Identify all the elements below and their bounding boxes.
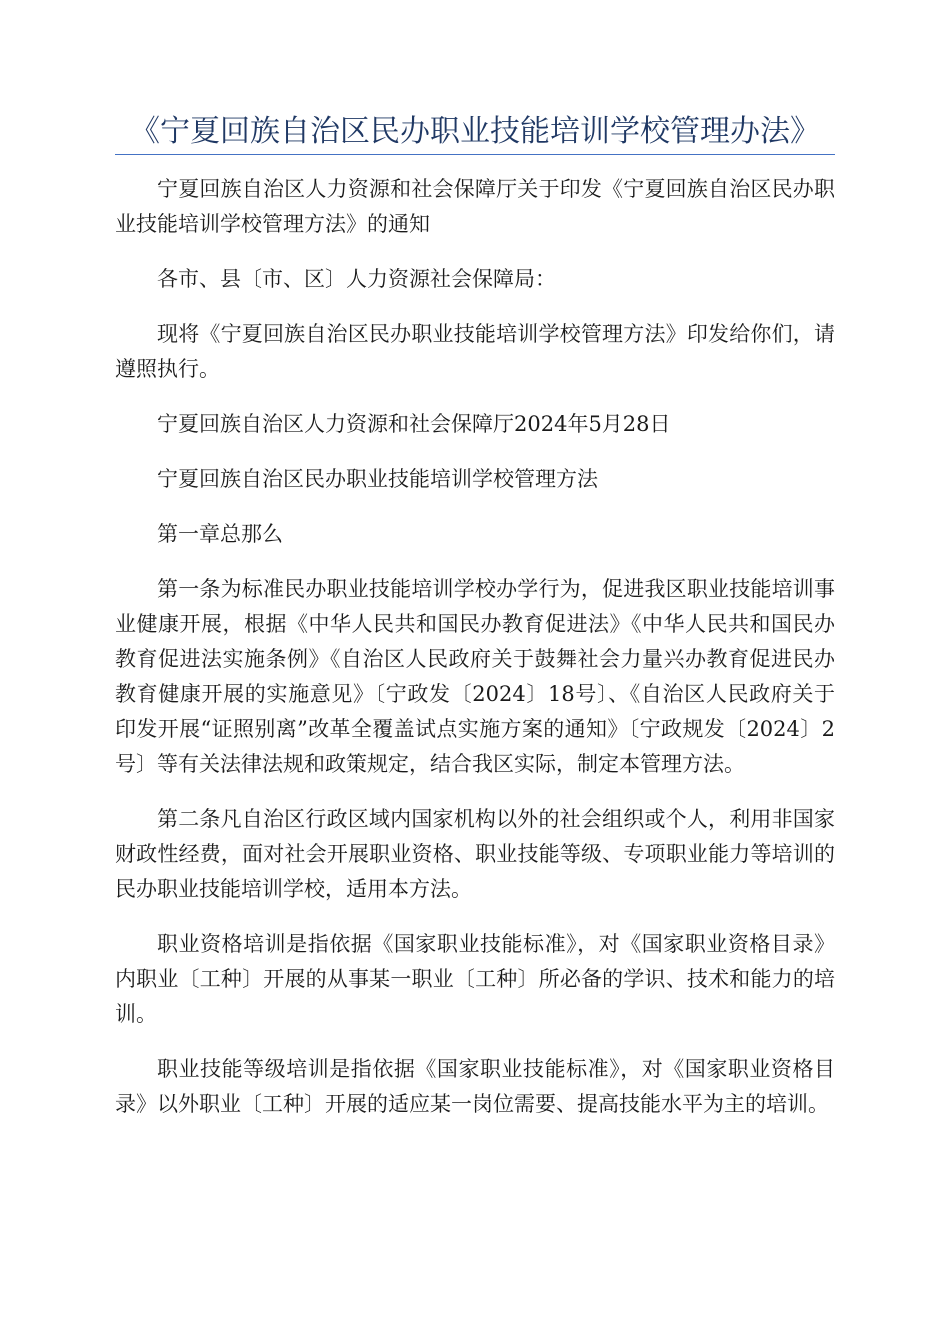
document-body: [115, 172, 835, 1142]
chapter-heading-paragraph: 第一章总那么: [157, 522, 283, 546]
title-underline: [115, 154, 835, 155]
notice-body-paragraph: 现将《宁夏回族自治区民办职业技能培训学校管理方法》印发给你们，请遵照执行。: [115, 322, 835, 381]
article-2-paragraph: 第二条凡自治区行政区域内国家机构以外的社会组织或个人，利用非国家财政性经费，面对社会开展职业资格、职业技能等级、专项职业能力等培训的民办职业技能培训学校，适用本方法。: [115, 807, 835, 901]
regulation-title-paragraph: 宁夏回族自治区民办职业技能培训学校管理方法: [157, 467, 598, 491]
qualification-training-paragraph: 职业资格培训是指依据《国家职业技能标准》，对《国家职业资格目录》内职业〔工种〕开展的从事某一职业〔工种〕所必备的学识、技术和能力的培训。: [115, 932, 835, 1026]
notice-heading-paragraph: 宁夏回族自治区人力资源和社会保障厅关于印发《宁夏回族自治区民办职业技能培训学校管理方法》的通知: [115, 177, 835, 236]
skill-level-training-paragraph: 职业技能等级培训是指依据《国家职业技能标准》，对《国家职业资格目录》以外职业〔工种〕开展的适应某一岗位需要、提高技能水平为主的培训。: [115, 1057, 835, 1116]
addressee-paragraph: 各市、县〔市、区〕人力资源社会保障局：: [157, 267, 556, 291]
issuer-date-paragraph: 宁夏回族自治区人力资源和社会保障厅2024年5月28日: [157, 412, 671, 436]
document-title: 《宁夏回族自治区民办职业技能培训学校管理办法》: [130, 114, 820, 149]
article-1-paragraph: 第一条为标准民办职业技能培训学校办学行为，促进我区职业技能培训事业健康开展，根据《中华人民共和国民办教育促进法》《中华人民共和国民办教育促进法实施条例》《自治区人民政府关于鼓舞社会力量兴办教育促进民办教育健康开展的实施意见》〔宁政发〔2024〕18号〕、《自治区人民政府关于印发开展“证照别离”改革全覆盖试点实施方案的通知》〔宁政规发〔2024〕2号〕等有关法律法规和政策规定，结合我区实际，制定本管理方法。: [115, 577, 835, 776]
